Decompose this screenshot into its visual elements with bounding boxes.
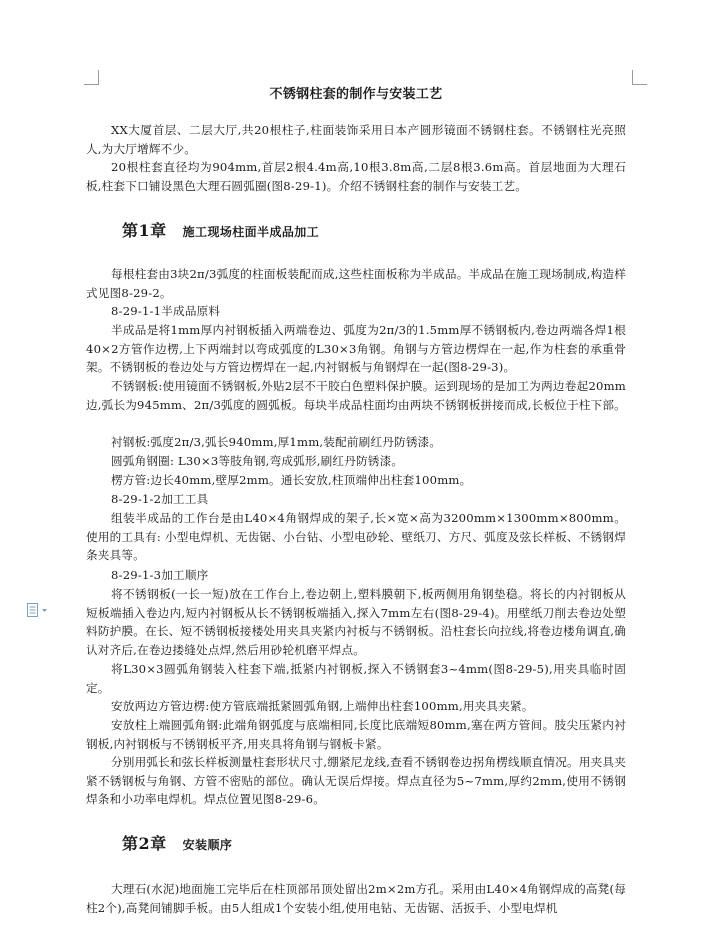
chapter-2-title: 安装顺序	[182, 838, 233, 852]
ch1-paragraph-12: 分别用弧长和弦长样板测量柱套形状尺寸,绷紧尼龙线,查看不锈钢卷边拐角楞线顺直情况。用夹具夹紧不锈钢板与角钢、方管不密贴的部位。确认无误后焊接。焊点直径为5~7mm,厚约2mm,使用不锈钢焊条和小功率电焊机。焊点位置见图8-29-6。	[86, 755, 626, 807]
intro-paragraph-2: 20根柱套直径均为904mm,首层2根4.4m高,10根3.8m高,二层8根3.6m高。首层地面为大理石板,柱套下口铺设黑色大理石圆弧圈(图8-29-1)。介绍不锈钢柱套的制作与安装工艺。	[86, 160, 626, 193]
ch1-paragraph-3: 不锈钢板:使用镜面不锈钢板,外贴2层不干胶白色塑料保护膜。运到现场的是加工为两边卷起20mm边,弧长为945mm、2π/3弧度的圆弧板。每块半成品柱面均由两块不锈钢板拼接而成,长板位于柱下部。	[86, 379, 626, 412]
ch1-paragraph-10: 安放两边方管边楞:使方管底端抵紧圆弧角钢,上端伸出柱套100mm,用夹具夹紧。	[111, 699, 534, 713]
dropdown-arrow-icon	[42, 609, 47, 612]
ch1-paragraph-1: 每根柱套由3块2π/3弧度的柱面板装配而成,这些柱面板称为半成品。半成品在施工现场制成,构造样式见图8-29-2。	[86, 267, 626, 300]
chapter-2-number: 第2章	[122, 834, 167, 853]
ch1-paragraph-5: 圆弧角钢圈: L30×3等肢角钢,弯成弧形,刷红丹防锈漆。	[111, 454, 404, 468]
ch1-paragraph-7: 组装半成品的工作台是由L40×4角钢焊成的架子,长×宽×高为3200mm×1300mm×800mm。使用的工具有: 小型电焊机、无齿锯、小台钻、小型电砂轮、壁纸刀、方尺、弧度及弦长样板、不锈钢焊条夹具等。	[86, 511, 626, 563]
page-corner-mark-top-left	[84, 70, 99, 85]
chapter-1-heading	[122, 219, 319, 243]
chapter-1-number: 第1章	[122, 221, 167, 240]
ch1-paragraph-6: 楞方管:边长40mm,壁厚2mm。通长安放,柱顶端伸出柱套100mm。	[111, 473, 472, 487]
ch1-subheading-2: 8-29-1-2加工工具	[111, 492, 209, 506]
ch1-subheading-3: 8-29-1-3加工顺序	[111, 568, 209, 582]
chapter-1-title: 施工现场柱面半成品加工	[182, 225, 320, 239]
intro-paragraph-1: XX大厦首层、二层大厅,共20根柱子,柱面装饰采用日本产圆形镜面不锈钢柱套。不锈钢柱光亮照人,为大厅增辉不少。	[86, 123, 626, 156]
chapter-2-heading	[122, 832, 232, 856]
document-options-icon[interactable]	[26, 603, 52, 617]
ch1-paragraph-11: 安放柱上端圆弧角钢:此端角钢弧度与底端相同,长度比底端短80mm,塞在两方管间。肢尖压紧内衬钢板,内衬钢板与不锈钢板平齐,用夹具将角钢与钢板卡紧。	[86, 718, 626, 751]
ch1-subheading-1: 8-29-1-1半成品原料	[111, 304, 221, 318]
ch1-paragraph-4: 衬钢板:弧度2π/3,弧长940mm,厚1mm,装配前刷红丹防锈漆。	[111, 435, 442, 449]
ch1-paragraph-9: 将L30×3圆弧角钢装入柱套下端,抵紧内衬钢板,探入不锈钢套3~4mm(图8-29-5),用夹具临时固定。	[86, 662, 626, 695]
ch1-paragraph-8: 将不锈钢板(一长一短)放在工作台上,卷边朝上,塑料膜朝下,板两侧用角钢垫稳。将长的内衬钢板从短板端插入卷边内,短内衬钢板从长不锈钢板端插入,探入7mm左右(图8-29-4)。用壁纸刀削去卷边处塑料防护膜。在长、短不锈钢板接楼处用夹具夹紧内衬板与不锈钢板。沿柱套长向拉线,将卷边楼角调直,确认对齐后,在卷边搂缝处点焊,然后用砂轮机磨平焊点。	[86, 587, 626, 657]
ch1-paragraph-2: 半成品是将1mm厚内衬钢板插入两端卷边、弧度为2π/3的1.5mm厚不锈钢板内,卷边两端各焊1根40×2方管作边楞,上下两端封以弯成弧度的L30×3角钢。角钢与方管边楞焊在一起,作为柱套的承重骨架。不锈钢板的卷边处与方管边楞焊在一起,内衬钢板与角钢焊在一起(图8-29-3)。	[86, 323, 626, 375]
document-title: 不锈钢柱套的制作与安装工艺	[269, 87, 443, 102]
ch2-paragraph-1: 大理石(水泥)地面施工完毕后在柱顶部吊顶处留出2m×2m方孔。采用由L40×4角钢焊成的高凳(每柱2个),高凳间铺脚手板。由5人组成1个安装小组,使用电钻、无齿锯、活扳手、小型电焊机	[86, 882, 626, 915]
page-corner-mark-top-right	[632, 70, 647, 85]
